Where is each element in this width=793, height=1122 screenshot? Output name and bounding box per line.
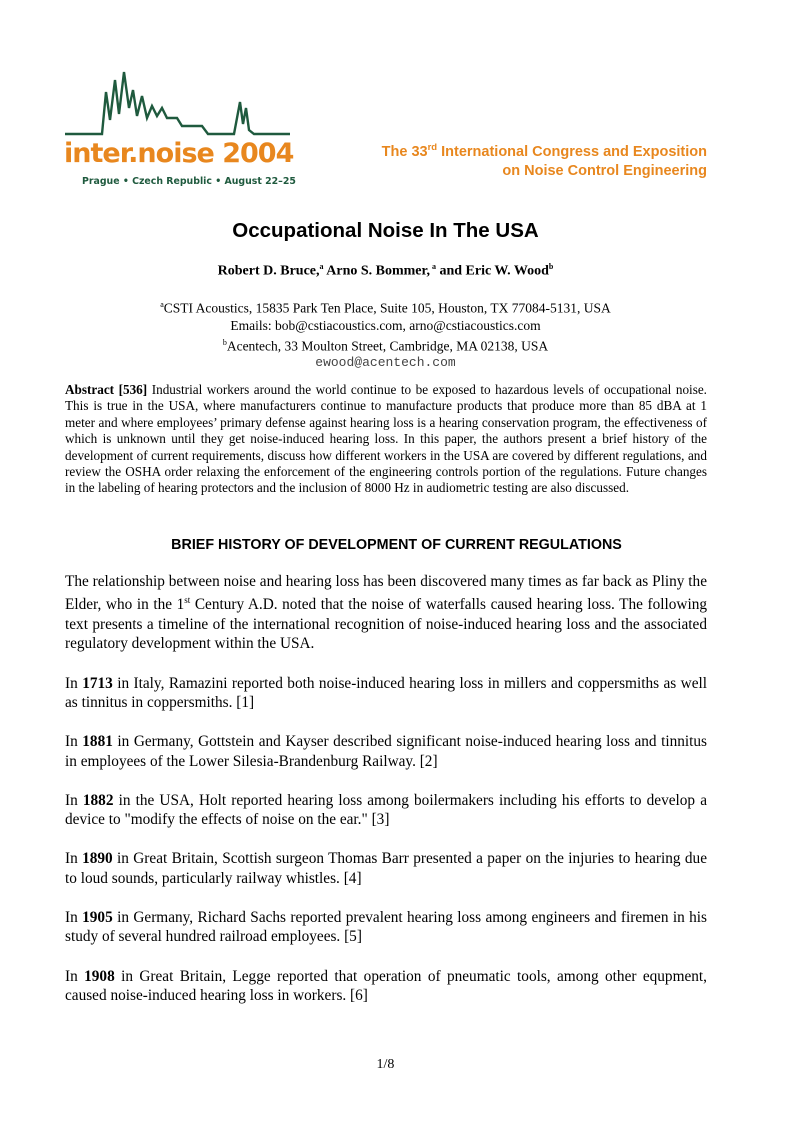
affiliation-b-email: ewood@acentech.com: [315, 355, 456, 370]
abstract-text: Industrial workers around the world continue to be exposed to hazardous levels of occupational noise. This is true in the USA, where manufacturers continue to manufacture products that produce more than 85 dBA at 1 meter and where employees’ primary defense against hearing loss is a hearing conservation program, the effectiveness of which is unknown until they get noise-induced hearing loss. In this paper, the authors present a brief history of the development of current requirements, discuss how different workers in the USA are covered by different regulations, and review the OSHA order relaxing the enforcement of the engineering controls portion of the regulations. Future changes in the labeling of hearing protectors and the inclusion of 8000 Hz in audiometric testing are also discussed.: [65, 382, 707, 496]
author-list: Robert D. Bruce,$^a$ Arno S. Bommer, $^a$ and Eric W. Wood$^b$: [217, 262, 554, 279]
intro-paragraph: The relationship between noise and hearing loss has been discovered many times as far back as Pliny the Elder, who in the 1st Century A.D. noted that the noise of waterfalls caused hearing loss. The following text presents a timeline of the international recognition of noise-induced hearing loss and the associated regulatory development within the USA.: [65, 573, 707, 653]
abstract-label: Abstract [536]: [65, 382, 148, 397]
page-number: 1/8: [376, 1057, 395, 1072]
timeline-paragraph: In 1713 in Italy, Ramazini reported both noise-induced hearing loss in millers and coppersmiths as well as tinnitus in coppersmiths. [1]: [65, 674, 707, 711]
conference-logo: [62, 68, 294, 194]
timeline-paragraph: In 1881 in Germany, Gottstein and Kayser described significant noise-induced hearing loss and tinnitus in employees of the Lower Silesia-Brandenburg Railway. [2]: [65, 733, 707, 770]
affiliations: [0, 296, 771, 371]
noise-waveform-icon: [62, 68, 294, 148]
abstract: [65, 382, 707, 497]
logo-subtitle: Prague • Czech Republic • August 22–25: [82, 176, 296, 187]
timeline-paragraph: In 1890 in Great Britain, Scottish surgeon Thomas Barr presented a paper on the injuries to hearing due to loud sounds, particularly railway whistles. [4]: [65, 850, 707, 887]
affiliation-a-emails: Emails: bob@cstiacoustics.com, arno@cstiacoustics.com: [230, 317, 541, 333]
congress-header: [382, 138, 707, 181]
affiliation-a: $^a$CSTI Acoustics, 15835 Park Ten Place, Suite 105, Houston, TX 77084-5131, USA: [160, 300, 611, 316]
section-heading: BRIEF HISTORY OF DEVELOPMENT OF CURRENT REGULATIONS: [171, 537, 622, 553]
affiliation-b: $^b$Acentech, 33 Moulton Street, Cambridge, MA 02138, USA: [222, 337, 549, 353]
timeline-paragraph: In 1905 in Germany, Richard Sachs reported prevalent hearing loss among engineers and firemen in his study of several hundred railroad employees. [5]: [65, 908, 707, 946]
timeline-paragraph: In 1908 in Great Britain, Legge reported that operation of pneumatic tools, among other equpment, caused noise-induced hearing loss in workers. [6]: [65, 967, 707, 1004]
congress-line-1: The 33rd International Congress and Exposition: [381, 142, 707, 160]
paper-title: Occupational Noise In The USA: [232, 219, 539, 242]
congress-line-2: on Noise Control Engineering: [502, 162, 707, 179]
logo-wordmark: inter.noise 2004: [64, 138, 294, 169]
timeline-paragraph: In 1882 in the USA, Holt reported hearing loss among boilermakers including his efforts to develop a device to "modify the effects of noise on the ear." [3]: [65, 791, 707, 829]
body-text: [65, 572, 707, 1025]
